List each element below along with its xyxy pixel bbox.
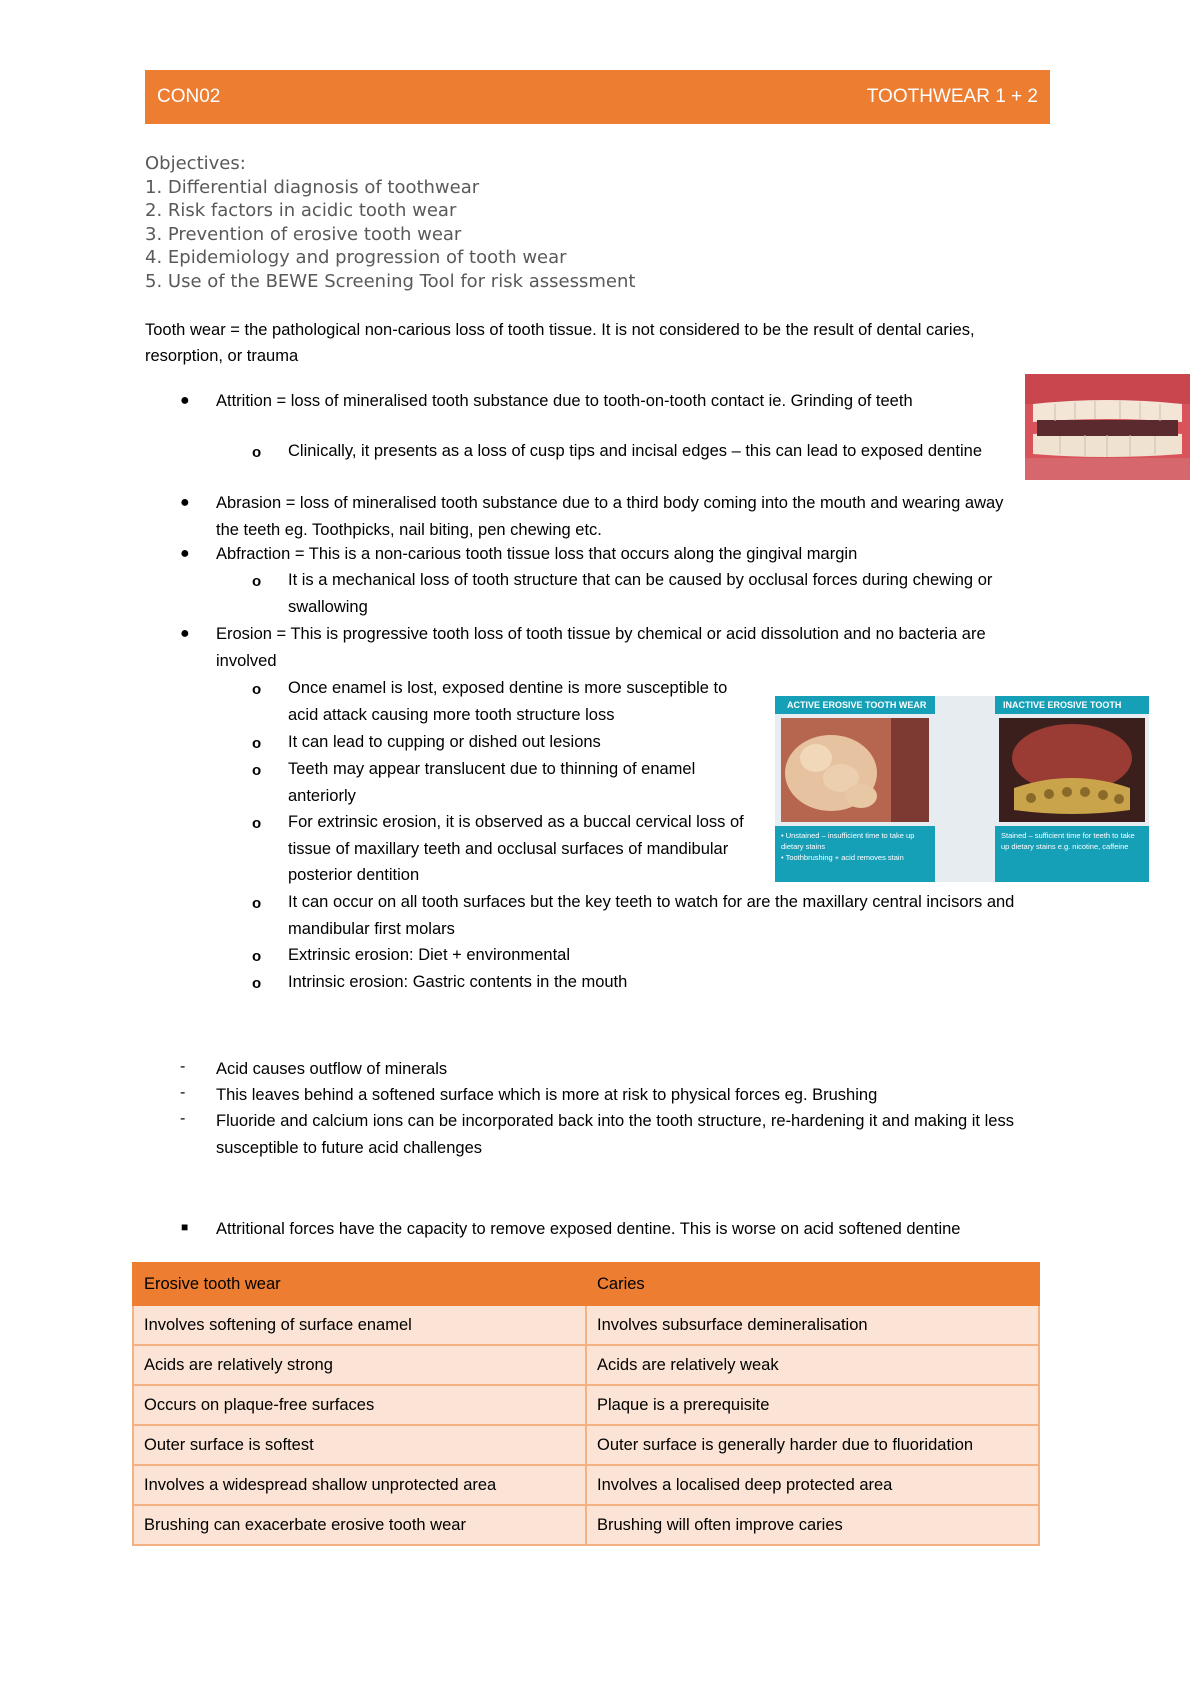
teeth-grinding-image	[1025, 374, 1190, 480]
objective-item: 2. Risk factors in acidic tooth wear	[145, 200, 457, 222]
objective-item: 3. Prevention of erosive tooth wear	[145, 223, 462, 245]
table-cell: Outer surface is generally harder due to fluoridation	[586, 1425, 1039, 1465]
table-row	[133, 1465, 1039, 1505]
erosion-sub-item: Once enamel is lost, exposed dentine is more susceptible to acid attack causing more tooth structure loss	[288, 679, 728, 724]
dash-icon: -	[180, 1110, 186, 1127]
erosion-sub-item: It can lead to cupping or dished out lesions	[288, 733, 601, 751]
sub-bullet-icon: o	[252, 762, 262, 779]
inactive-note: Stained – sufficient time for teeth to take up dietary stains e.g. nicotine, caffeine	[1001, 831, 1135, 851]
erosion-item: Erosion = This is progressive tooth loss of tooth tissue by chemical or acid dissolution and no bacteria are involved	[216, 625, 986, 670]
objectives-heading: Objectives:	[145, 153, 246, 174]
sub-bullet-icon: o	[252, 895, 262, 912]
erosion-sub-item: For extrinsic erosion, it is observed as a buccal cervical loss of tissue of maxillary teeth and occlusal surfaces of mandibular posterior dentition	[288, 813, 744, 884]
table-row	[133, 1345, 1039, 1385]
table-cell: Brushing can exacerbate erosive tooth wear	[133, 1505, 586, 1545]
table-header-cell: Caries	[586, 1263, 1039, 1305]
attrition-photo	[1025, 374, 1190, 480]
sub-bullet-icon: o	[252, 573, 262, 590]
erosion-sub-item: It can occur on all tooth surfaces but the key teeth to watch for are the maxillary central incisors and mandibular first molars	[288, 893, 1015, 938]
attrition-sub-item: Clinically, it presents as a loss of cusp tips and incisal edges – this can lead to exposed dentine	[288, 442, 983, 460]
table-cell: Outer surface is softest	[133, 1425, 586, 1465]
table-cell: Occurs on plaque-free surfaces	[133, 1385, 586, 1425]
erosive-tooth-wear-figure	[775, 696, 1149, 882]
active-panel-title: ACTIVE EROSIVE TOOTH WEAR	[775, 696, 935, 714]
bullet-icon: ●	[180, 545, 190, 562]
active-panel-notes	[775, 826, 935, 882]
erosion-sub-item: Intrinsic erosion: Gastric contents in the mouth	[288, 973, 628, 991]
sub-bullet-icon: o	[252, 948, 262, 965]
objective-item: 4. Epidemiology and progression of tooth wear	[145, 247, 567, 269]
attrition-item: Attrition = loss of mineralised tooth substance due to tooth-on-tooth contact ie. Grinding of teeth	[216, 392, 913, 410]
active-note: • Toothbrushing + acid removes stain	[781, 853, 904, 862]
table-cell: Brushing will often improve caries	[586, 1505, 1039, 1545]
abrasion-item: Abrasion = loss of mineralised tooth substance due to a third body coming into the mouth and wearing away the teeth eg. Toothpicks, nail biting, pen chewing etc.	[216, 494, 1004, 539]
sub-bullet-icon: o	[252, 681, 262, 698]
table-cell: Acids are relatively weak	[586, 1345, 1039, 1385]
header-title: TOOTHWEAR 1 + 2	[866, 86, 1038, 107]
objective-item: 1. Differential diagnosis of toothwear	[145, 176, 480, 198]
table-row	[133, 1425, 1039, 1465]
sub-bullet-icon: o	[252, 444, 262, 461]
inactive-erosion-photo	[999, 718, 1145, 822]
active-erosion-photo	[781, 718, 929, 822]
sub-bullet-icon: o	[252, 975, 262, 992]
table-cell: Involves subsurface demineralisation	[586, 1305, 1039, 1345]
attritional-forces-item: Attritional forces have the capacity to remove exposed dentine. This is worse on acid softened dentine	[216, 1220, 961, 1238]
erosion-sub-item: Teeth may appear translucent due to thinning of enamel anteriorly	[288, 760, 696, 805]
page-header	[145, 70, 1050, 124]
tooth-wear-definition: Tooth wear = the pathological non-carious loss of tooth tissue. It is not considered to be the result of dental caries, resorption, or trauma	[145, 321, 975, 365]
dash-item: Acid causes outflow of minerals	[216, 1060, 448, 1078]
inactive-panel-notes	[995, 826, 1149, 882]
table-row	[133, 1305, 1039, 1345]
dash-item: Fluoride and calcium ions can be incorporated back into the tooth structure, re-hardening it and making it less susceptible to future acid challenges	[216, 1112, 1014, 1157]
bullet-icon: ●	[180, 625, 190, 642]
table-cell: Acids are relatively strong	[133, 1345, 586, 1385]
dash-icon: -	[180, 1084, 186, 1101]
abfraction-item: Abfraction = This is a non-carious tooth tissue loss that occurs along the gingival margin	[216, 545, 858, 563]
table-cell: Plaque is a prerequisite	[586, 1385, 1039, 1425]
table-cell: Involves a localised deep protected area	[586, 1465, 1039, 1505]
header-course-code: CON02	[157, 86, 221, 107]
objective-item: 5. Use of the BEWE Screening Tool for risk assessment	[145, 270, 636, 292]
bullet-icon: ●	[180, 494, 190, 511]
objectives-list	[145, 152, 635, 294]
sub-bullet-icon: o	[252, 815, 262, 832]
dash-item: This leaves behind a softened surface which is more at risk to physical forces eg. Brushing	[216, 1086, 878, 1104]
sub-bullet-icon: o	[252, 735, 262, 752]
square-bullet-icon: ■	[181, 1220, 189, 1234]
bullet-icon: ●	[180, 392, 190, 409]
dash-icon: -	[180, 1058, 186, 1075]
table-row	[133, 1385, 1039, 1425]
table-cell: Involves softening of surface enamel	[133, 1305, 586, 1345]
erosion-vs-caries-table	[132, 1262, 1040, 1546]
active-note: • Unstained – insufficient time to take up dietary stains	[781, 831, 915, 851]
inactive-panel-title: INACTIVE EROSIVE TOOTH	[995, 696, 1149, 714]
abfraction-sub-item: It is a mechanical loss of tooth structure that can be caused by occlusal forces during chewing or swallowing	[288, 571, 993, 616]
table-row	[133, 1505, 1039, 1545]
table-header-cell: Erosive tooth wear	[133, 1263, 586, 1305]
table-cell: Involves a widespread shallow unprotected area	[133, 1465, 586, 1505]
erosion-sub-item: Extrinsic erosion: Diet + environmental	[288, 946, 570, 964]
table-header-row	[133, 1263, 1039, 1305]
